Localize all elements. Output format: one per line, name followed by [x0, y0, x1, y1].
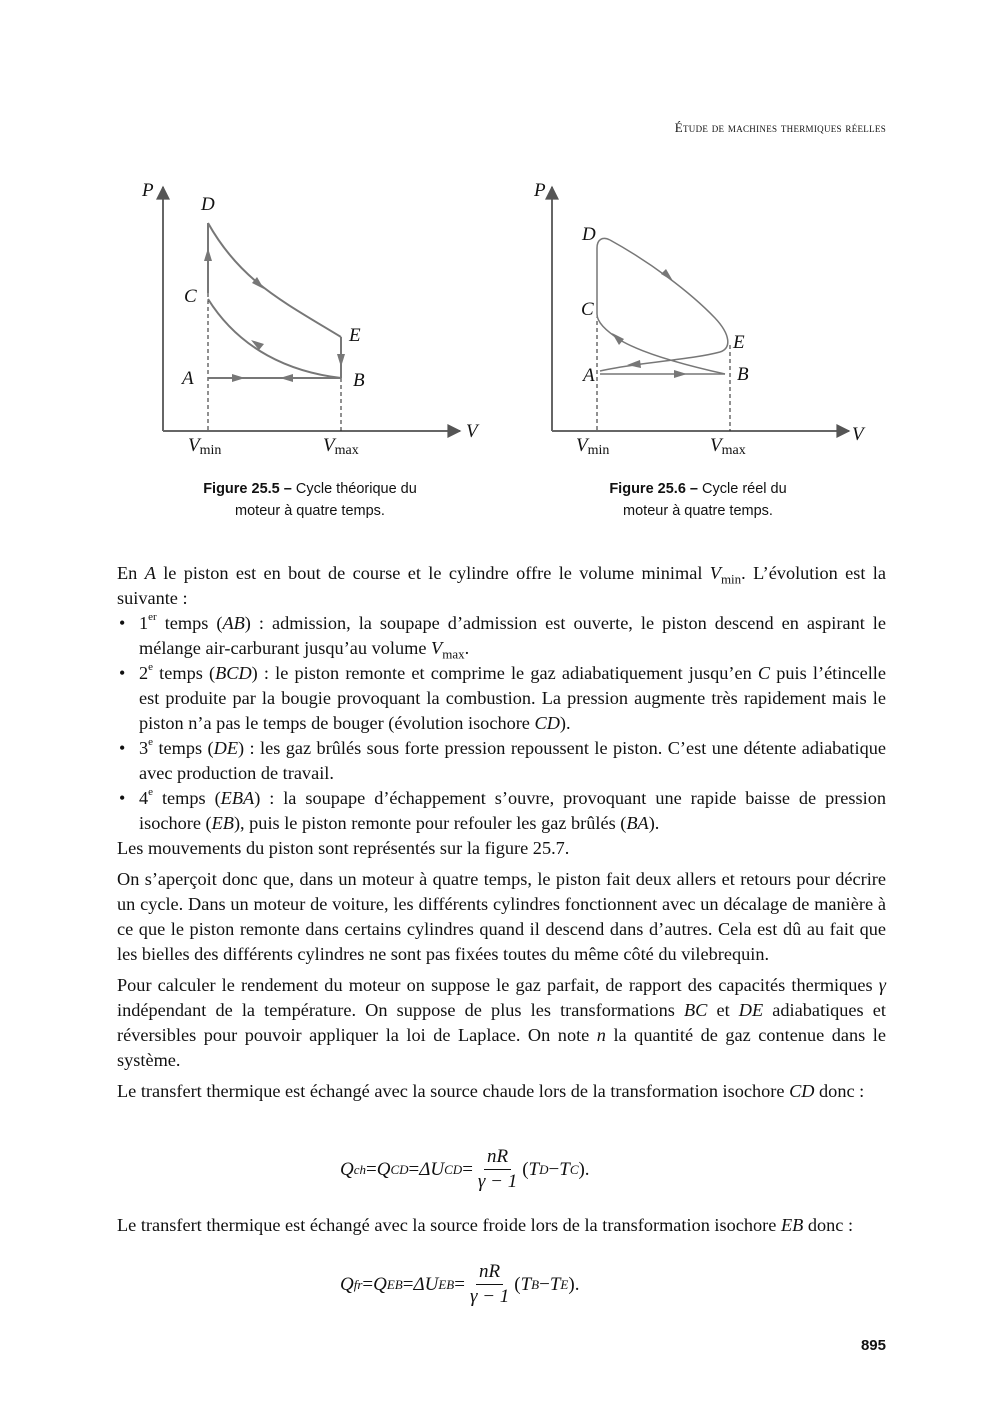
- fraction: $\frac{nR}{\gamma - 1}$: [477, 1146, 518, 1192]
- vmin-label: Vmin: [576, 435, 610, 458]
- point-c-label: C: [581, 299, 594, 320]
- path-cd: [597, 238, 610, 314]
- figure-25-6-diagram: [520, 170, 880, 470]
- after-list-paragraph: Les mouvements du piston sont représentés sur la figure 25.7.: [117, 838, 570, 858]
- figure-25-5-caption: [160, 478, 460, 522]
- point-b-label: B: [737, 364, 749, 385]
- path-bc: [597, 314, 725, 374]
- vmax-label: Vmax: [323, 435, 359, 458]
- stroke-list: [117, 611, 886, 836]
- arrow-bc: [612, 333, 624, 345]
- caption-text-2: moteur à quatre temps.: [623, 503, 773, 519]
- arrow-bc: [251, 340, 264, 350]
- path-bc: [208, 299, 341, 378]
- point-d-label: D: [201, 194, 215, 215]
- figure-25-6-caption: [548, 478, 848, 522]
- point-e-label: E: [349, 325, 361, 346]
- list-item: • 2e temps (BCD) : le piston remonte et comprime le gaz adiabatiquement jusqu’en C puis l’étincelle est produite par la bougie provoquant la combustion. La pression augmente très rapidement mais le piston n’a pas le temps de bouger (évolution isochore CD).: [117, 661, 886, 736]
- arrow-de: [661, 269, 673, 281]
- caption-text: Cycle théorique du: [295, 481, 417, 497]
- p-axis-label: P: [142, 180, 154, 201]
- list-item: • 3e temps (DE) : les gaz brûlés sous forte pression repoussent le piston. C’est une détente adiabatique avec production de travail.: [117, 736, 886, 786]
- figure-25-5-diagram: [130, 170, 490, 470]
- body-text: [117, 561, 886, 1104]
- point-a-label: A: [182, 368, 194, 389]
- vmax-label: Vmax: [710, 435, 746, 458]
- arrow-ba-left: [280, 374, 293, 382]
- paragraph-cold-source: Le transfert thermique est échangé avec la source froide lors de la transformation isochore EB donc :: [117, 1215, 854, 1235]
- paragraph-two-strokes: On s’aperçoit donc que, dans un moteur à quatre temps, le piston fait deux allers et retours pour décrire un cycle. Dans un moteur de voiture, les différents cylindres fonctionnent avec un décalage de manière à ce que le piston remonte dans certains cylindres quand il descend dans d’autres. Cela est dû au fait que les bielles des différents cylindres ne sont pas fixées toutes du même côté du vilebrequin.: [117, 869, 886, 964]
- paragraph-hot-source: Le transfert thermique est échangé avec la source chaude lors de la transformation isochore CD donc :: [117, 1081, 865, 1101]
- list-item: • 1er temps (AB) : admission, la soupape d’admission est ouverte, le piston descend en aspirant le mélange air-carburant jusqu’au volume $V_{max}$.: [117, 611, 886, 661]
- arrow-ea-left: [627, 360, 641, 368]
- caption-dash: –: [689, 481, 698, 497]
- caption-label: Figure 25.6: [609, 481, 686, 497]
- point-c-label: C: [184, 286, 197, 307]
- page-number: 895: [860, 1337, 886, 1354]
- arrow-ab-right: [232, 374, 245, 382]
- p-axis-label: P: [534, 180, 546, 201]
- path-de: [208, 223, 341, 337]
- point-a-label: A: [583, 365, 595, 386]
- vmin-label: Vmin: [188, 435, 222, 458]
- path-de: [610, 240, 728, 352]
- caption-text-2: moteur à quatre temps.: [235, 503, 385, 519]
- point-b-label: B: [353, 370, 365, 391]
- body-text-cold: [117, 1213, 886, 1238]
- v-axis-label: V: [852, 424, 864, 445]
- arrow-ab-right: [674, 370, 687, 378]
- figure-25-6: [520, 170, 880, 470]
- figure-25-5: [130, 170, 490, 470]
- list-item: • 4e temps (EBA) : la soupape d’échappement s’ouvre, provoquant une rapide baisse de pression isochore (EB), puis le piston remonte pour refouler les gaz brûlés (BA).: [117, 786, 886, 836]
- caption-text: Cycle réel du: [702, 481, 787, 497]
- point-d-label: D: [582, 224, 596, 245]
- arrow-eb-down: [337, 354, 345, 367]
- v-axis-label: V: [466, 421, 478, 442]
- caption-dash: –: [283, 481, 292, 497]
- running-head: Étude de machines thermiques réelles: [674, 120, 886, 135]
- equation-q-cold: Q fr = Q EB = ΔU EB = $\frac{nR}{\gamma - 1}$ ( T B − T E ).: [340, 1261, 580, 1307]
- fraction: $\frac{nR}{\gamma - 1}$: [469, 1261, 510, 1307]
- paragraph-assumptions: Pour calculer le rendement du moteur on suppose le gaz parfait, de rapport des capacités thermiques γ indépendant de la température. On suppose de plus les transformations BC et DE adiabatiques et réversibles pour pouvoir appliquer la loi de Laplace. On note n la quantité de gaz contenue dans le système.: [117, 975, 886, 1070]
- intro-paragraph: En A le piston est en bout de course et le cylindre offre le volume minimal $V_{min}$. L’évolution est la suivante :: [117, 563, 886, 608]
- arrow-cd-up: [204, 248, 212, 261]
- point-e-label: E: [733, 332, 745, 353]
- caption-label: Figure 25.5: [203, 481, 280, 497]
- equation-q-hot: Q ch = Q CD = ΔU CD = $\frac{nR}{\gamma - 1}$ ( T D − T C ).: [340, 1146, 590, 1192]
